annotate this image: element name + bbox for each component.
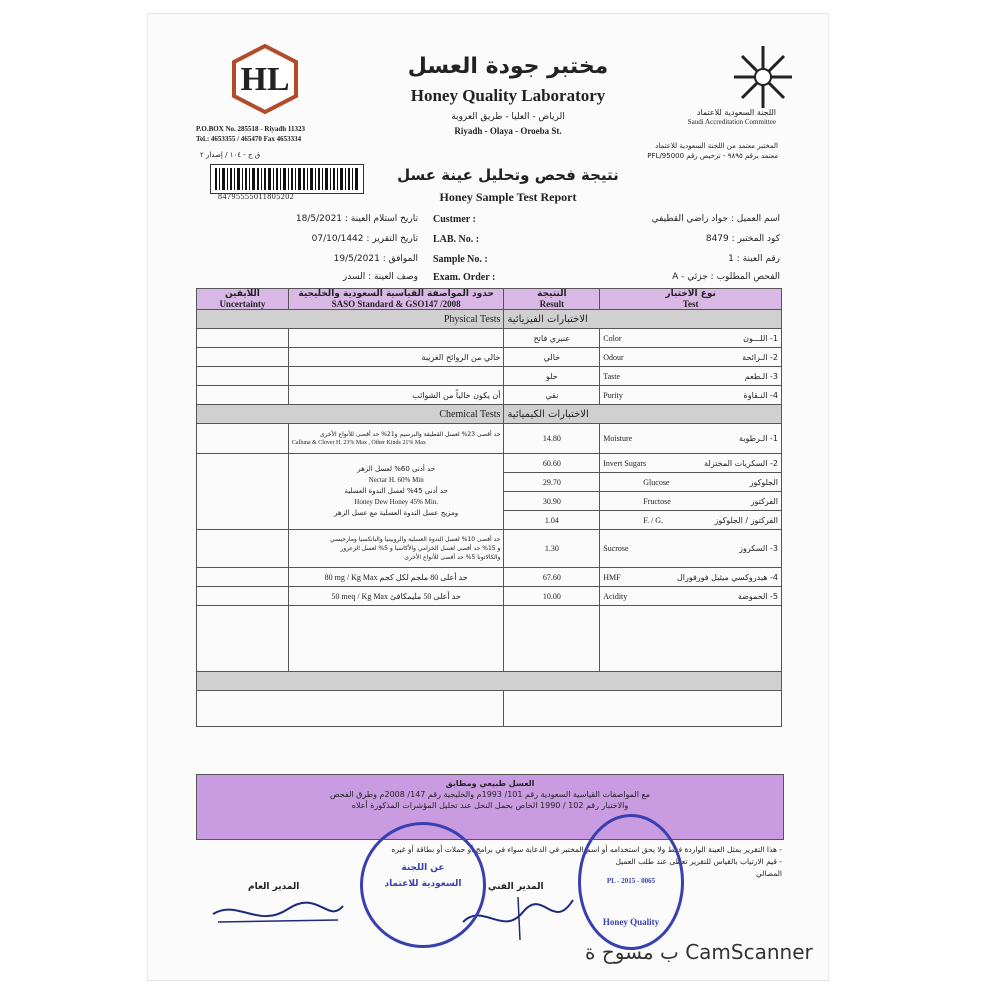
sample-label-en: Sample No. : (433, 254, 488, 265)
stamp1-line1: عن اللجنة (401, 863, 445, 873)
lab-stamp (578, 814, 684, 950)
physical-label-ar: الاختبارات الفيزيائية (504, 310, 782, 329)
divider-row (197, 672, 782, 691)
fructose-row: 30.90 Fructose الفركتوز (197, 492, 782, 511)
stamp2-code: PL - 2015 - 0065 (606, 877, 656, 885)
empty-row (197, 606, 782, 672)
col-result: النتيجة Result (504, 289, 600, 310)
note-1: - هذا التقرير يمثل العينة الواردة فقط ولا يحق استخدامه أو اسم المختبر في الدعاية سواء في برامج أو حملات أو بطاقة أو غيره (391, 845, 782, 854)
received-value: 18/5/2021 (295, 214, 343, 224)
lab-value: 8479 (705, 234, 729, 244)
report-page (148, 14, 828, 980)
sample-desc-row (208, 272, 418, 282)
col-standard: حدود المواصفة القياسية السعودية والخليجية SASO Standard & GSO147 /2008 (288, 289, 504, 310)
sac-stamp (360, 822, 486, 948)
sucrose-row: حد أقصى 10% لعسل الندوة العسلية والروبينيا والبانكسيا ومارجيسي و 15% حد أقصى لعسل الخزامي والأكاسيا و 5% لعسل الزعرور والكالاتونا 5% حد أقصى للأنواع الأخرى 1.30 Sucrose 3- السكروز (197, 530, 782, 568)
stamp2-text: Honey Quality (602, 917, 660, 927)
svg-text:HL: HL (240, 61, 290, 98)
sample-label-ar: رقم العينة : (736, 254, 780, 264)
date-row (208, 254, 418, 264)
invert-row: حد أدنى 60% لعسل الزهر Nectar H. 60% Min حد أدنى 45% لعسل الندوة العسلية Honey Dew Honey 45% Min. ومزيج عسل الندوة العسلية مع عسل الزهر 60.60 Invert Sugars 2- السكريات المختزلة (197, 454, 782, 473)
exam-row (568, 272, 780, 282)
stamp1-line2: السعودية للاعتماد (384, 879, 462, 889)
sample-desc-label: وصف العينة : (368, 272, 418, 282)
sample-value: 1 (728, 254, 734, 264)
received-label: تاريخ استلام العينة : (344, 214, 418, 224)
camscanner-watermark: CamScanner ب مسوح ة (585, 940, 813, 964)
table-row: أن يكون خالياً من الشوائب نقي Purity 4- النـقاوة (197, 386, 782, 405)
accreditation-ar: المختبر معتمد من اللجنة السعودية للاعتماد (655, 142, 778, 150)
barcode-icon (211, 165, 363, 193)
moisture-row: حد أقصى 23% لعسل القطيفة والبرسيم و21% حد أقصى للأنواع الأخرى Calluna & Clover H. 23% Max , Other Kinds 21% Max 14.80 Moisture 1- الـرطوبة (197, 424, 782, 454)
chemical-label-ar: الاختبارات الكيميائية (504, 405, 782, 424)
physical-label-en: Physical Tests (197, 310, 504, 329)
physical-section (197, 310, 782, 329)
table-header (197, 289, 782, 310)
customer-label-en: Custmer : (433, 214, 476, 225)
date-label: الموافق : (382, 254, 418, 264)
signature-general-icon (208, 894, 348, 934)
report-date-label: تاريخ التقرير : (366, 234, 418, 244)
conclusion-title: العسل طبيعي ومطابق (445, 779, 535, 788)
lab-address-en: Riyadh - Olaya - Oroeba St. (454, 126, 562, 136)
table-row: خالي من الروائح الغريبة خالي Odour 2- الـرائحة (197, 348, 782, 367)
pobox-line1: P.O.BOX No. 285518 - Riyadh 11323 (196, 125, 306, 133)
lab-logo-icon (230, 44, 300, 114)
accreditation-no: معتمد برقم ٩٨٩٥ - ترخيص رقم PFL/95000 (647, 152, 778, 160)
customer-row (568, 214, 780, 224)
technical-manager-label: المدير الفني (488, 882, 544, 892)
glucose-row: 29.70 Glucose الجلوكوز (197, 473, 782, 492)
empty-row (197, 691, 782, 727)
customer-label-ar: اسم العميل : (730, 214, 780, 224)
lab-title-en: Honey Quality Laboratory (410, 86, 606, 105)
notes (196, 844, 782, 880)
chemical-section (197, 405, 782, 424)
fg-row: 1.04 F. / G. الفركتوز / الجلوكوز (197, 511, 782, 530)
note-2: - قيم الارتياب بالقياس للتقرير تعطى عند طلب العميل (615, 857, 782, 866)
col-uncertainty: اللايقين Uncertainty (197, 289, 289, 310)
pobox-line2: Tel.: 4653355 / 465470 Fax 4653334 (196, 135, 302, 143)
note-3: المصالي (755, 869, 782, 878)
conclusion-band (196, 774, 784, 840)
sac-logo-icon (728, 42, 798, 112)
conclusion-line2: والاختبار رقم 102 / 1990 الخاص بحمل النحل عند تحليل المؤشرات المذكورة أعلاه (351, 801, 629, 810)
pobox (196, 124, 305, 144)
exam-label-en: Exam. Order : (433, 272, 496, 283)
report-date-row (208, 234, 418, 244)
results-table (196, 288, 782, 727)
col-test: نوع الاختبار Test (600, 289, 782, 310)
sac-name-en: Saudi Accreditation Committee (687, 118, 776, 126)
lab-label-en: LAB. No. : (433, 234, 480, 245)
report-title-ar: نتيجة فحص وتحليل عينة عسل (397, 166, 619, 184)
lab-address-ar: الرياض - العليا - طريق العروبة (451, 112, 565, 122)
conclusion-line1: مع المواصفات القياسية السعودية رقم 101/ 1993م والخليجية رقم 147/ 2008م وطرق الفحص (329, 790, 651, 799)
sac-name-ar: اللجنة السعودية للاعتماد (696, 108, 776, 117)
report-title-en: Honey Sample Test Report (439, 190, 577, 204)
chemical-label-en: Chemical Tests (197, 405, 504, 424)
sample-row (568, 254, 780, 264)
barcode (210, 164, 364, 194)
doc-code: ق ج - ١٠٤ / إصدار ٢ (200, 151, 261, 159)
hmf-row: 80 mg / Kg Max حد أعلى 80 ملجم لكل كجم 67.60 HMF 4- هيدروكسي ميثيل فورفورال (197, 568, 782, 587)
customer-value: جواد راضي القطيفي (651, 214, 729, 224)
date-value: 19/5/2021 (333, 254, 380, 264)
lab-row (568, 234, 780, 244)
general-manager-label: المدير العام (248, 882, 300, 892)
acidity-row: 50 meq / Kg Max حد أعلى 50 مليمكافئ 10.00 Acidity 5- الحموضة (197, 587, 782, 606)
report-date-value: 07/10/1442 (311, 234, 364, 244)
received-date-row (208, 214, 418, 224)
lab-title-ar: مختبر جودة العسل (407, 54, 609, 79)
exam-label-ar: الفحص المطلوب : (710, 272, 780, 282)
exam-value: جزئي - A (672, 272, 708, 282)
barcode-number: 84795555011805202 (218, 192, 295, 201)
table-row: حلو Taste 3- الـطعم (197, 367, 782, 386)
table-row: عنبري فاتح Color 1- اللـــون (197, 329, 782, 348)
sample-desc-value: السدر (342, 272, 366, 282)
lab-label-ar: كود المختبر : (731, 234, 780, 244)
